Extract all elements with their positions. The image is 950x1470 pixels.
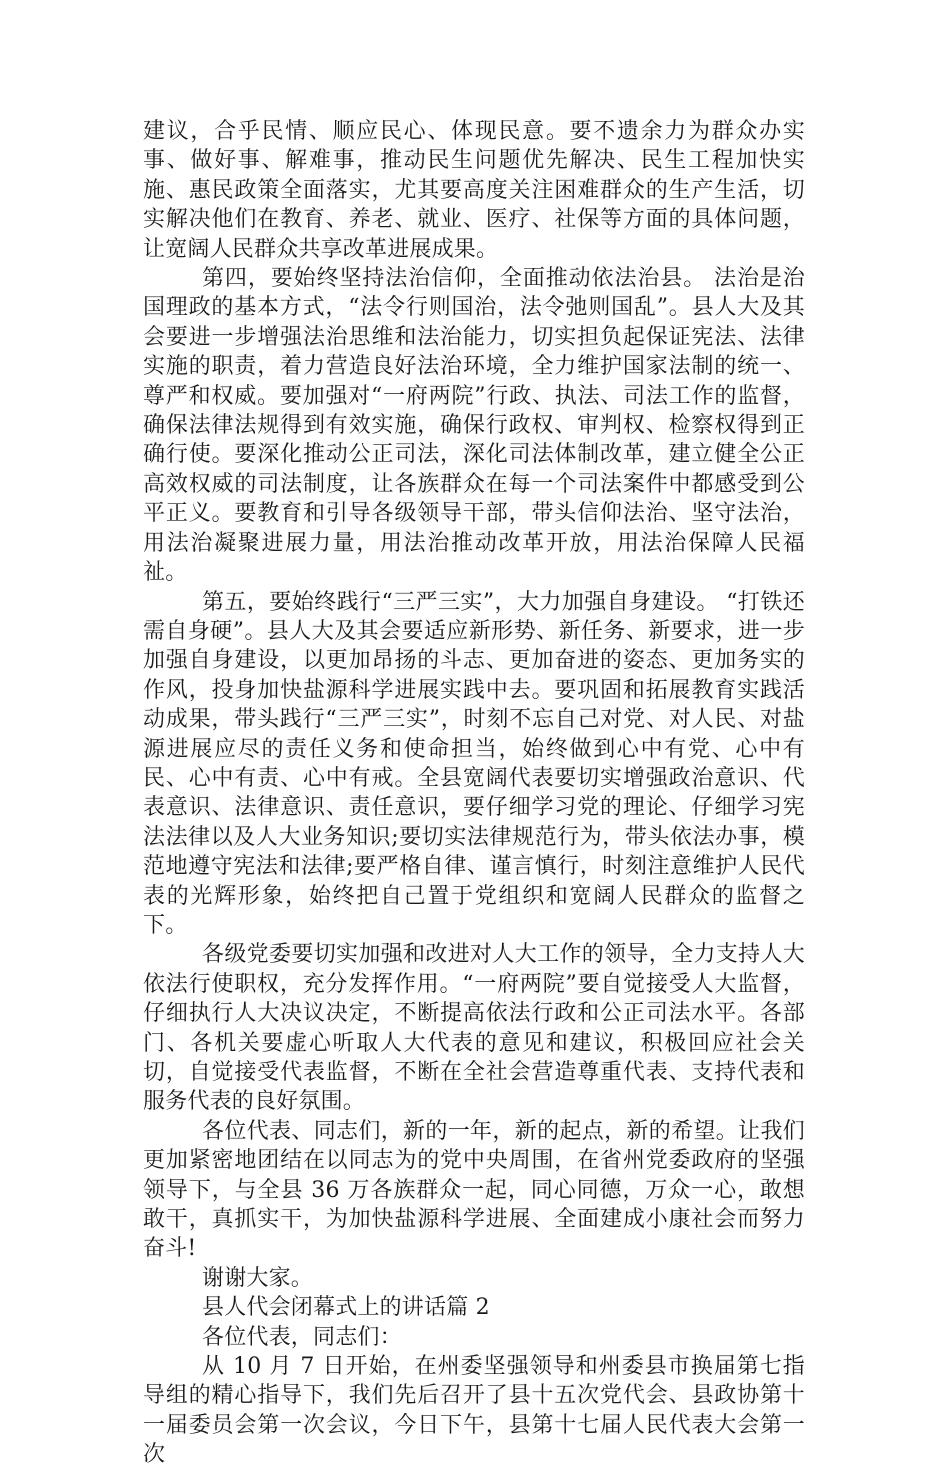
paragraph-thanks: 谢谢大家。	[202, 1265, 314, 1291]
paragraph-livelihood-continued: 建议，合乎民情、顺应民心、体现民意。要不遗余力为群众办实事、做好事、解难事，推动民生问题优先解决、民生工程加快实施、惠民政策全面落实，尤其要高度关注困难群众的生产生活，切实解决他们在教育、养老、就业、医疗、社保等方面的具体问题，让宽阔人民群众共享改革进展成果。	[143, 119, 805, 262]
paragraph-rule-of-law: 第四，要始终坚持法治信仰，全面推动依法治县。 法治是治国理政的基本方式，“法令行则国治，法令弛则国乱”。县人大及其会要进一步增强法治思维和法治能力，切实担负起保证宪法、法律实施的职责，着力营造良好法治环境，全力维护国家法制的统一、尊严和权威。要加强对“一府两院”行政、执法、司法工作的监督，确保法律法规得到有效实施，确保行政权、审判权、检察权得到正确行使。要深化推动公正司法，深化司法体制改革，建立健全公正高效权威的司法制度，让各族群众在每一个司法案件中都感受到公平正义。要教育和引导各级领导干部，带头信仰法治、坚守法治，用法治凝聚进展力量，用法治推动改革开放，用法治保障人民福祉。	[143, 266, 805, 586]
document-body	[143, 117, 805, 1470]
paragraph-opening: 从 10 月 7 日开始，在州委坚强领导和州委县市换届第七指导组的精心指导下，我们先后召开了县十五次党代会、县政协第十一届委员会第一次会议，今日下午，县第十七届人民代表大会第一次	[143, 1354, 805, 1468]
paragraph-party-leadership: 各级党委要切实加强和改进对人大工作的领导，全力支持人大依法行使职权，充分发挥作用。“一府两院”要自觉接受人大监督，仔细执行人大决议决定，不断提高依法行政和公正司法水平。各部门、各机关要虚心听取人大代表的意见和建议，积极回应社会关切，自觉接受代表监督，不断在全社会营造尊重代表、支持代表和服务代表的良好氛围。	[143, 942, 805, 1115]
salutation: 各位代表，同志们：	[202, 1324, 402, 1350]
paragraph-closing-appeal: 各位代表、同志们，新的一年，新的起点，新的希望。让我们更加紧密地团结在以同志为的党中央周围，在省州党委政府的坚强领导下，与全县 36 万各族群众一起，同心同德，万众一心，敢想敢干，真抓实干，为加快盐源科学进展、全面建成小康社会而努力奋斗!	[143, 1118, 805, 1262]
paragraph-self-building: 第五，要始终践行“三严三实”，大力加强自身建设。 “打铁还需自身硬”。县人大及其会要适应新形势、新任务、新要求，进一步加强自身建设，以更加昂扬的斗志、更加奋进的姿态、更加务实的作风，投身加快盐源科学进展实践中去。要巩固和拓展教育实践活动成果，带头践行“三严三实”，时刻不忘自己对党、对人民、对盐源进展应尽的责任义务和使命担当，始终做到心中有党、心中有民、心中有责、心中有戒。全县宽阔代表要切实增强政治意识、代表意识、法律意识、责任意识，要仔细学习党的理论、仔细学习宪法法律以及人大业务知识;要切实法律规范行为，带头依法办事，模范地遵守宪法和法律;要严格自律、谨言慎行，时刻注意维护人民代表的光辉形象，始终把自己置于党组织和宽阔人民群众的监督之下。	[143, 589, 805, 938]
section-heading: 县人代会闭幕式上的讲话篇 2	[202, 1295, 490, 1321]
